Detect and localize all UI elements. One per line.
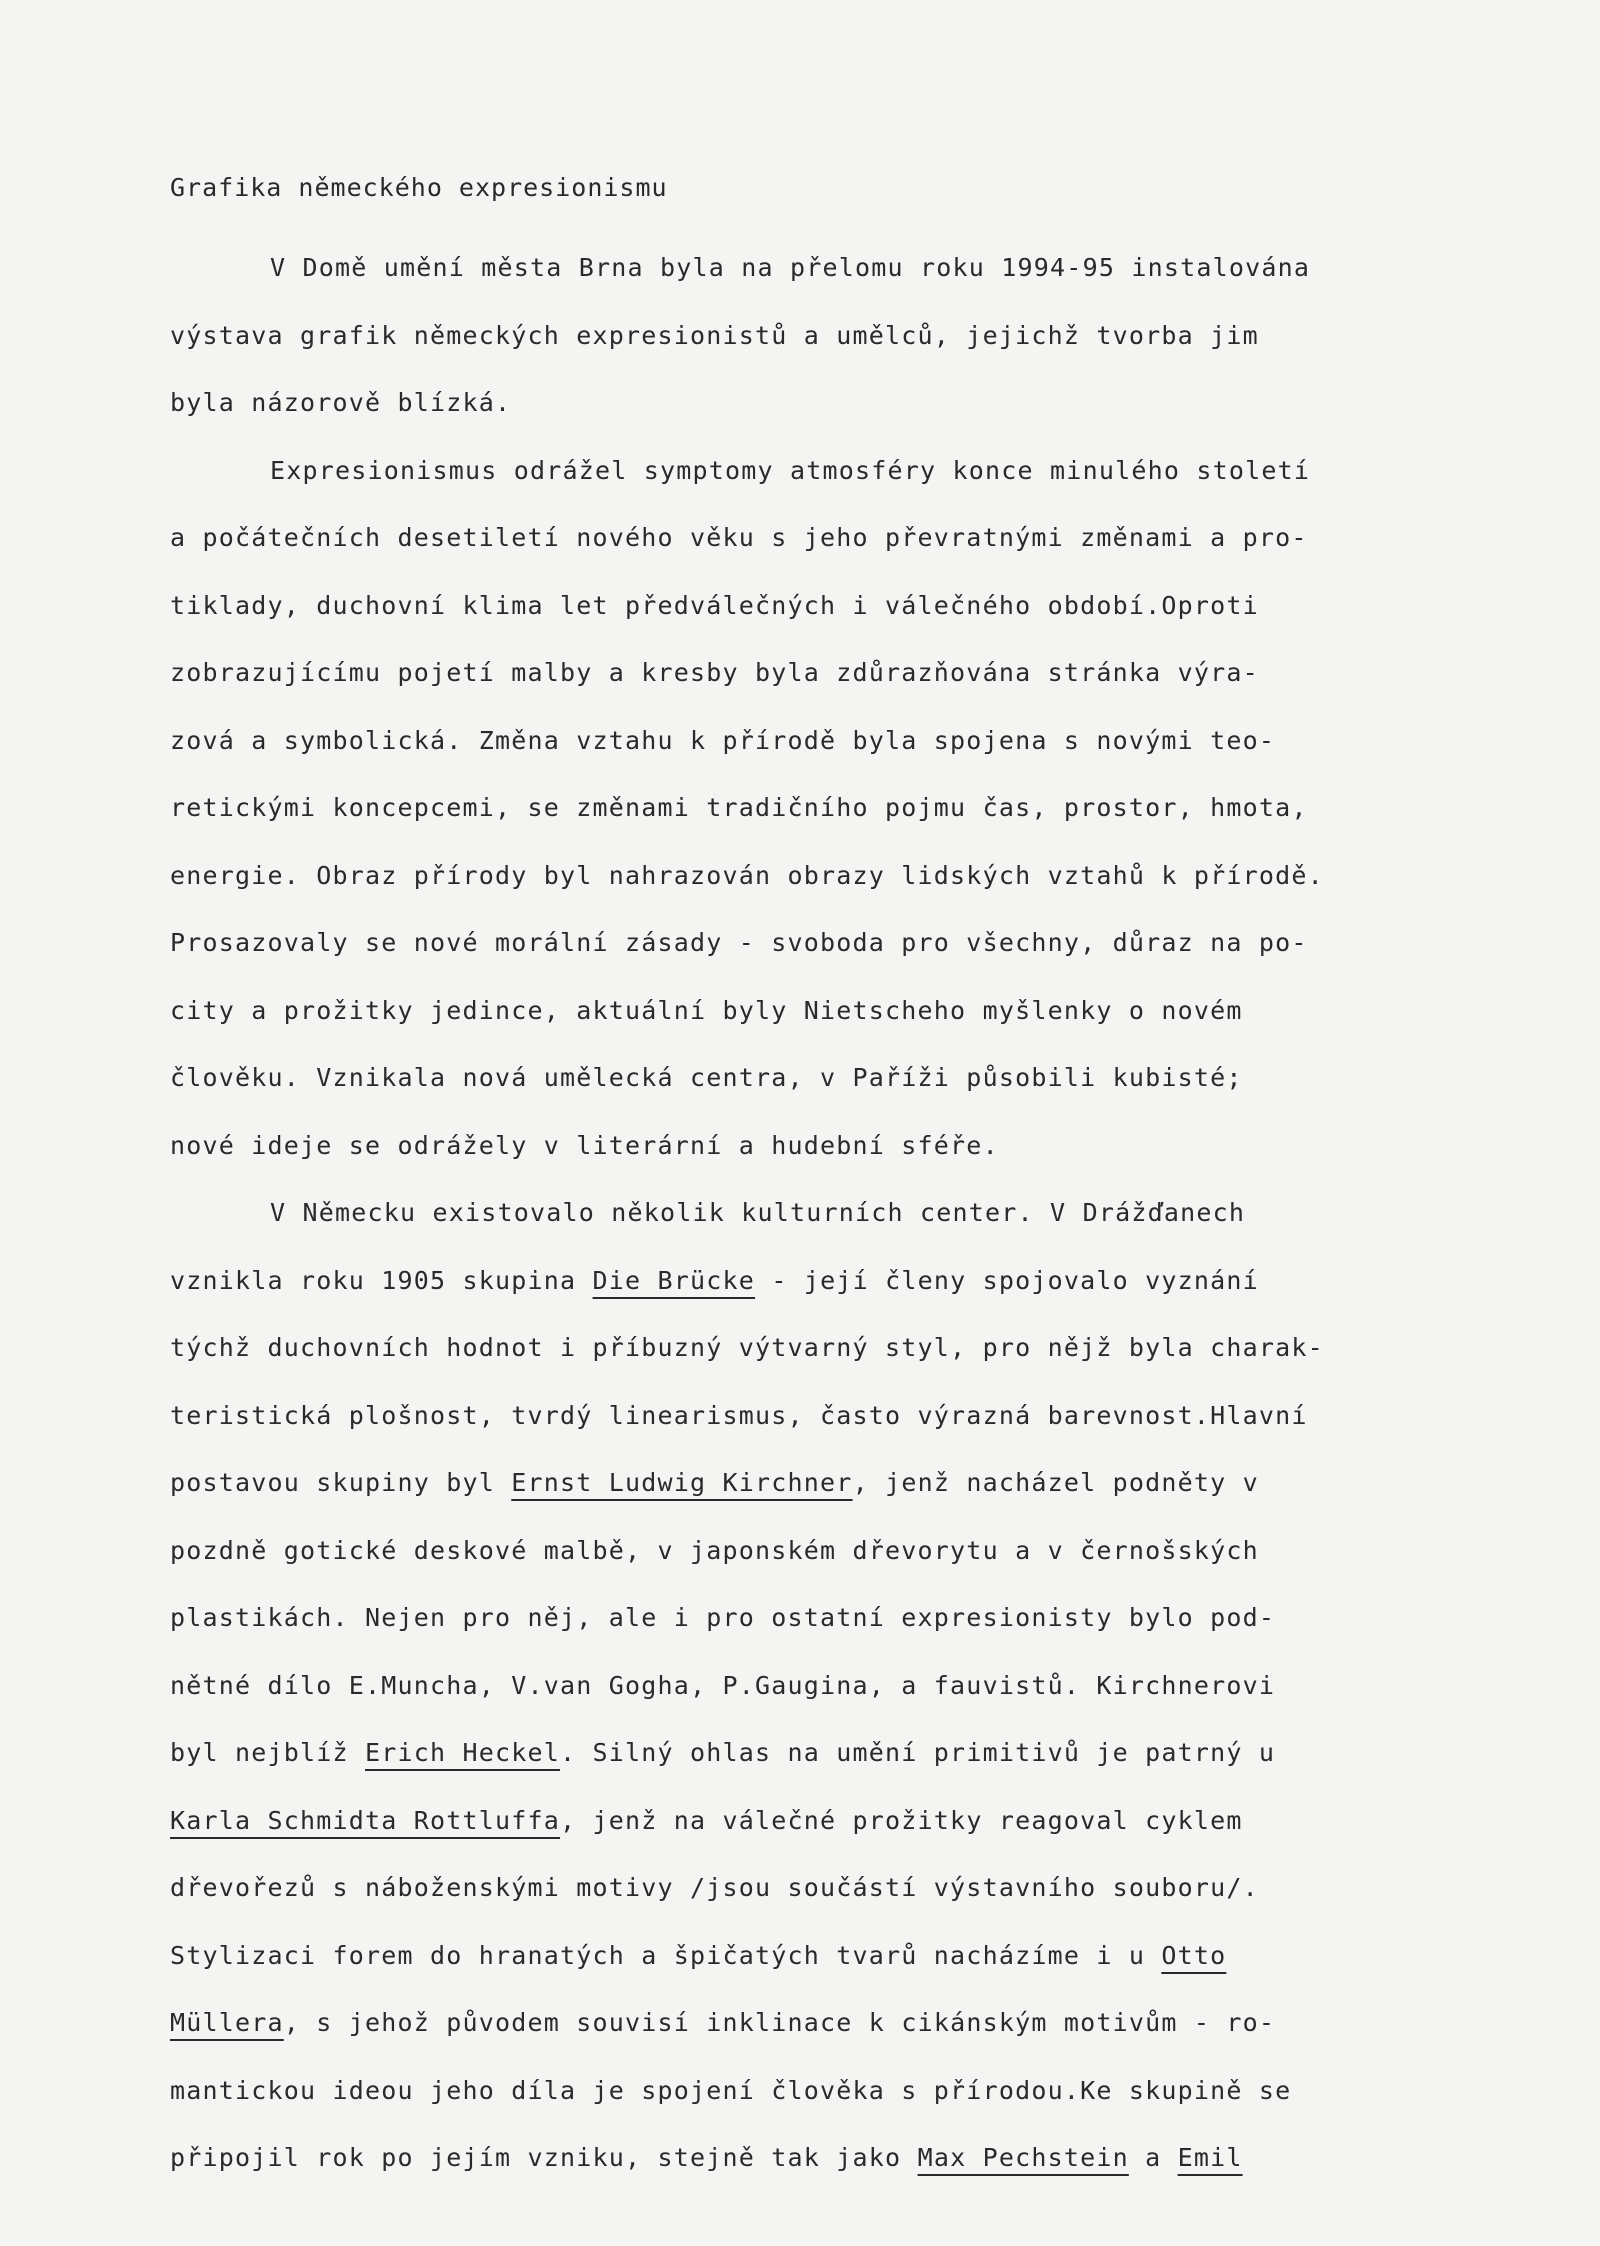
- underlined-name: Die Brücke: [592, 1265, 756, 1295]
- page-body: [170, 168, 1580, 2192]
- text-segment: pozdně gotické deskové malbě, v japonském dřevorytu a v černošských: [170, 1535, 1259, 1565]
- document-title: Grafika německého expresionismu: [170, 173, 668, 202]
- underlined-name: Ernst Ludwig Kirchner: [511, 1468, 853, 1497]
- text-line: [170, 1382, 1580, 1450]
- text-line: [170, 234, 1580, 302]
- text-line: [170, 572, 1580, 640]
- text-line: [170, 1517, 1580, 1585]
- text-segment: retickými koncepcemi, se změnami tradičního pojmu čas, prostor, hmota,: [170, 793, 1308, 822]
- paragraph: [170, 437, 1580, 1180]
- text-line: [170, 1247, 1580, 1315]
- underlined-name: Karla Schmidta Rottluffa: [170, 1805, 561, 1835]
- text-segment: a počátečních desetiletí nového věku s jeho převratnými změnami a pro-: [170, 523, 1308, 552]
- text-line: [170, 707, 1580, 775]
- text-segment: člověku. Vznikala nová umělecká centra, v Paříži působili kubisté;: [170, 1063, 1243, 1092]
- text-segment: dřevořezů s náboženskými motivy /jsou součástí výstavního souboru/.: [170, 1873, 1259, 1902]
- text-line: [170, 2124, 1580, 2192]
- text-segment: . Silný ohlas na umění primitivů je patrný u: [560, 1738, 1276, 1767]
- text-segment: teristická plošnost, tvrdý linearismus, často výrazná barevnost.Hlavní: [170, 1400, 1308, 1430]
- text-segment: připojil rok po jejím vzniku, stejně tak jako: [170, 2143, 918, 2172]
- underlined-name: Emil: [1177, 2143, 1243, 2172]
- text-line: [170, 1719, 1580, 1787]
- text-line: [170, 774, 1580, 842]
- text-segment: výstava grafik německých expresionistů a umělců, jejichž tvorba jim: [170, 320, 1259, 350]
- text-line: [170, 437, 1580, 505]
- text-segment: postavou skupiny byl: [170, 1468, 512, 1497]
- text-line: [170, 639, 1580, 707]
- text-segment: zobrazujícímu pojetí malby a kresby byla zdůrazňována stránka výra-: [170, 658, 1259, 687]
- text-line: [170, 1787, 1580, 1855]
- underlined-name: Max Pechstein: [917, 2143, 1129, 2172]
- text-segment: Expresionismus odrážel symptomy atmosféry konce minulého století: [270, 455, 1311, 485]
- text-line: [170, 1044, 1580, 1112]
- text-line: [170, 302, 1580, 370]
- text-line: [170, 1989, 1580, 2057]
- text-segment: , s jehož původem souvisí inklinace k cikánským motivům - ro-: [283, 2008, 1276, 2037]
- text-line: [170, 504, 1580, 572]
- text-segment: byla názorově blízká.: [170, 388, 512, 417]
- underlined-name: Erich Heckel: [365, 1738, 561, 1767]
- text-segment: Stylizaci forem do hranatých a špičatých tvarů nacházíme i u: [170, 1940, 1162, 1970]
- text-segment: tiklady, duchovní klima let předválečných i válečného období.Oproti: [170, 590, 1259, 620]
- text-line: [170, 842, 1580, 910]
- text-segment: - její členy spojovalo vyznání: [755, 1265, 1259, 1295]
- text-line: [170, 1584, 1580, 1652]
- text-line: [170, 2057, 1580, 2125]
- text-segment: city a prožitky jedince, aktuální byly Nietscheho myšlenky o novém: [170, 995, 1243, 1025]
- text-segment: zová a symbolická. Změna vztahu k přírodě byla spojena s novými teo-: [170, 725, 1276, 755]
- text-segment: byl nejblíž: [170, 1738, 366, 1767]
- text-line: [170, 1314, 1580, 1382]
- text-line: [170, 1922, 1580, 1990]
- paragraph: [170, 234, 1580, 437]
- text-line: [170, 1854, 1580, 1922]
- text-line: [170, 909, 1580, 977]
- text-segment: mantickou ideou jeho díla je spojení člověka s přírodou.Ke skupině se: [170, 2075, 1292, 2105]
- paragraphs-container: [170, 234, 1580, 2192]
- text-line: [170, 1449, 1580, 1517]
- text-segment: týchž duchovních hodnot i příbuzný výtvarný styl, pro nějž byla charak-: [170, 1333, 1324, 1362]
- text-segment: , jenž nacházel podněty v: [852, 1468, 1259, 1497]
- text-segment: a: [1128, 2143, 1178, 2172]
- text-segment: nětné dílo E.Muncha, V.van Gogha, P.Gaugina, a fauvistů. Kirchnerovi: [170, 1670, 1276, 1700]
- text-line: [170, 1112, 1580, 1180]
- text-segment: vznikla roku 1905 skupina: [170, 1265, 593, 1295]
- text-segment: , jenž na válečné prožitky reagoval cyklem: [560, 1805, 1243, 1835]
- text-segment: plastikách. Nejen pro něj, ale i pro ostatní expresionisty bylo pod-: [170, 1603, 1276, 1632]
- text-line: [170, 1179, 1580, 1247]
- text-segment: nové ideje se odrážely v literární a hudební sféře.: [170, 1130, 999, 1160]
- text-segment: V Německu existovalo několik kulturních center. V Drážďanech: [270, 1198, 1246, 1227]
- text-line: [170, 977, 1580, 1045]
- text-segment: energie. Obraz přírody byl nahrazován obrazy lidských vztahů k přírodě.: [170, 860, 1324, 890]
- paragraph: [170, 1179, 1580, 2192]
- text-segment: V Domě umění města Brna byla na přelomu roku 1994-95 instalována: [270, 253, 1311, 282]
- underlined-name: Otto: [1161, 1940, 1227, 1970]
- text-segment: Prosazovaly se nové morální zásady - svoboda pro všechny, důraz na po-: [170, 928, 1308, 957]
- underlined-name: Müllera: [170, 2008, 284, 2037]
- text-line: [170, 369, 1580, 437]
- text-line: [170, 1652, 1580, 1720]
